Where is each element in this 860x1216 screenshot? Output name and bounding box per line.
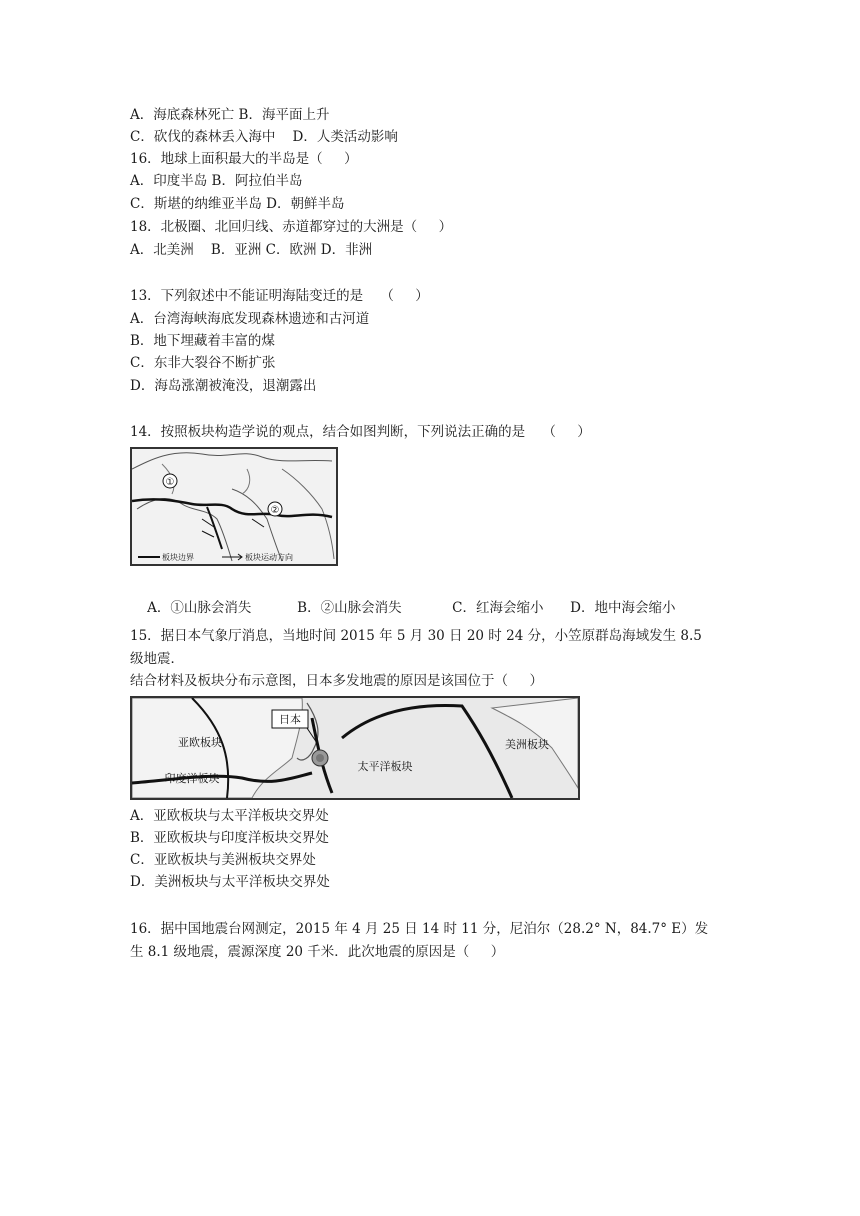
question-15-stem-2: 级地震． [130, 651, 184, 667]
legend-plate-motion: 板块运动方向 [245, 553, 293, 562]
question-16a-stem: 16．地球上面积最大的半岛是（ ） [130, 151, 358, 167]
map-label-eurasian-plate: 亚欧板块 [178, 736, 222, 749]
map-label-pacific-plate: 太平洋板块 [357, 760, 413, 773]
question-15-option-c: C．亚欧板块与美洲板块交界处 [130, 852, 316, 868]
question-15-option-b: B．亚欧板块与印度洋板块交界处 [130, 830, 329, 846]
question-13-option-c: C．东非大裂谷不断扩张 [130, 355, 276, 371]
question-13-stem: 13．下列叙述中不能证明海陆变迁的是 （ ） [130, 288, 429, 304]
question-14-option-d: D．地中海会缩小 [570, 600, 676, 616]
prev-option-line-a: A．海底森林死亡 B．海平面上升 [130, 107, 330, 123]
question-18-stem: 18．北极圈、北回归线、赤道都穿过的大洲是（ ） [130, 219, 453, 235]
question-16b-stem-2: 生 8.1 级地震，震源深度 20 千米．此次地震的原因是（ ） [130, 944, 505, 960]
question-13-option-b: B．地下埋藏着丰富的煤 [130, 333, 275, 349]
question-16b-stem-1: 16．据中国地震台网测定，2015 年 4 月 25 日 14 时 11 分，尼泊尔（28.2° N，84.7° E）发 [130, 921, 709, 937]
question-16a-line-c: C．斯堪的纳维亚半岛 D．朝鲜半岛 [130, 196, 345, 212]
question-16a-line-a: A．印度半岛 B．阿拉伯半岛 [130, 173, 303, 189]
question-15-option-d: D．美洲板块与太平洋板块交界处 [130, 874, 330, 890]
question-15-stem-3: 结合材料及板块分布示意图，日本多发地震的原因是该国位于（ ） [130, 673, 543, 689]
map-label-japan: 日本 [279, 713, 301, 726]
question-14-stem: 14．按照板块构造学说的观点，结合如图判断，下列说法正确的是 （ ） [130, 424, 591, 440]
question-18-options: A．北美洲 B．亚洲 C．欧洲 D．非洲 [130, 242, 373, 258]
question-14-option-b: B．②山脉会消失 [297, 600, 402, 616]
prev-option-line-c: C．砍伐的森林丢入海中 D．人类活动影响 [130, 129, 398, 145]
question-15-option-a: A．亚欧板块与太平洋板块交界处 [130, 808, 329, 824]
plate-map-pacific [130, 696, 580, 800]
map-marker-2: ② [270, 505, 280, 516]
question-14-option-a: A．①山脉会消失 [147, 600, 252, 616]
question-15-stem-1: 15．据日本气象厅消息，当地时间 2015 年 5 月 30 日 20 时 24 分，小笠原群岛海域发生 8.5 [130, 628, 702, 644]
question-13-option-a: A．台湾海峡海底发现森林遗迹和古河道 [130, 311, 370, 327]
map-marker-1: ① [165, 477, 175, 488]
legend-plate-boundary: 板块边界 [162, 553, 194, 562]
map-label-american-plate: 美洲板块 [505, 738, 549, 751]
question-13-option-d: D．海岛涨潮被淹没，退潮露出 [130, 378, 317, 394]
map-label-indian-plate: 印度洋板块 [164, 772, 220, 785]
question-14-option-c: C．红海会缩小 [452, 600, 544, 616]
plate-map-africa-europe [130, 447, 338, 566]
